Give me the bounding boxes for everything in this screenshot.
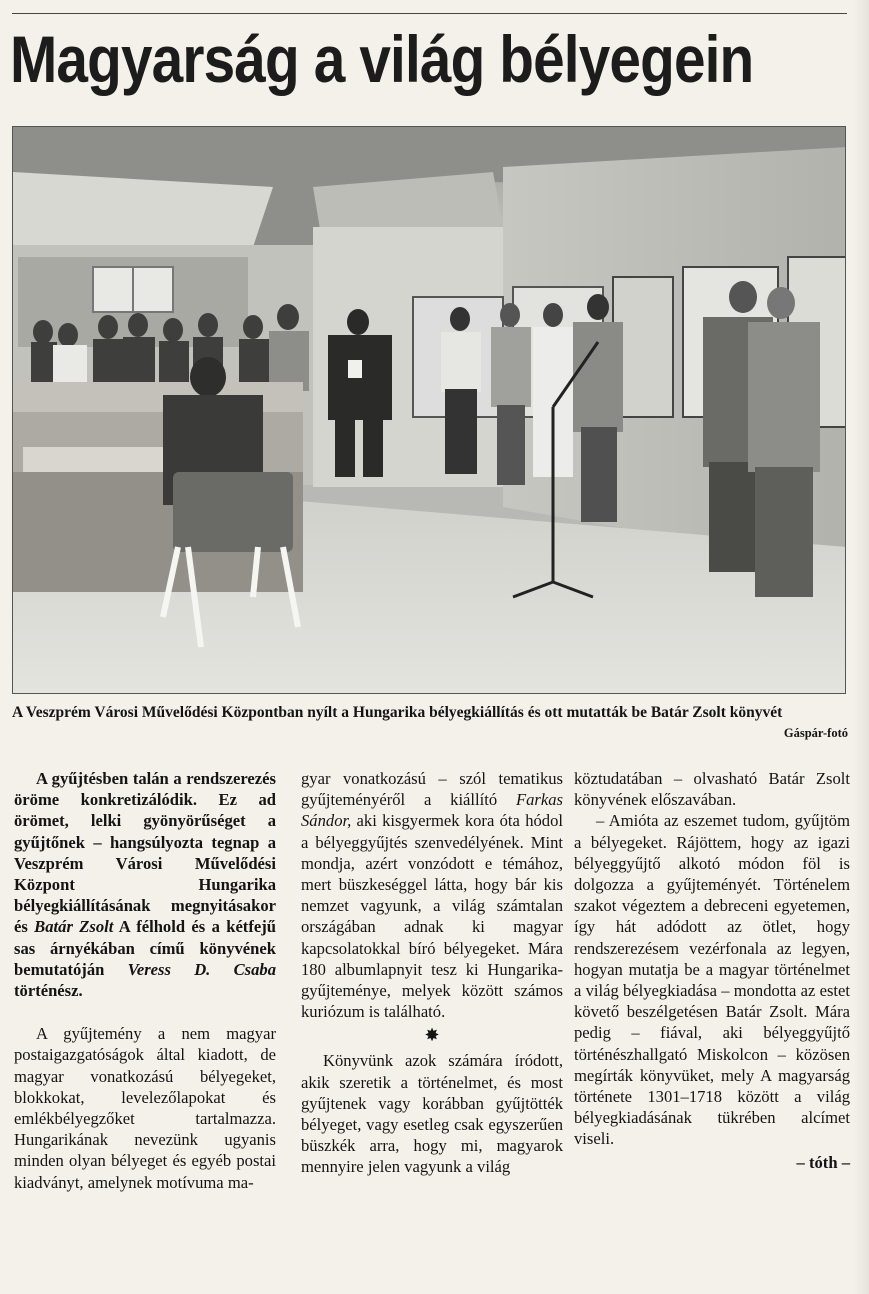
lead-text: A gyűjtésben talán a rendszerezés öröme konkretizálódik. Ez ad örömet, lelki gyönyörűséget a gyűjtőnek – hangsúlyozta tegnap a Veszprém Városi Művelődési Központ Hungarika bélyegkiállításának megnyitásakor és [14, 769, 276, 937]
headline: Magyarság a világ bélyegein [10, 22, 754, 96]
author-name: Batár Zsolt [34, 917, 114, 937]
body-paragraph: – Amióta az eszemet tudom, gyűjtöm a bélyegeket. Rájöttem, hogy az igazi bélyeggyűjtő alkotó módon föl is dolgozza a gyűjteményét. Történelem szakot végeztem a debreceni egyetemen, így hát adódott az ötlet, hogy rendszerezésem vezérfonala az legyen, hogyan mutatja be a magyar történelmet a világ bélyegkiadása – mondotta az estet követő beszélgetésen Batár Zsolt. Mára pedig – fiával, aki bélyeggyűjtő történészhallgató Miskolcon – közösen megírták könyvüket, mely A magyarság története 1301–1718 között a világ bélyegkiadásának tükrében alcímet viseli. [574, 811, 850, 1149]
top-rule [12, 13, 847, 14]
article-column-3 [574, 768, 850, 1173]
lead-text: történész. [14, 981, 83, 1001]
lead-paragraph [14, 768, 276, 1001]
exhibitor-name: Farkas Sándor, [301, 790, 563, 831]
body-paragraph: köztudatában – olvasható Batár Zsolt könyvének előszavában. [574, 769, 850, 810]
paper-edge [853, 0, 869, 1294]
photo-caption: A Veszprém Városi Művelődési Központban nyílt a Hungarika bélyegkiállítás és ott mutatták be Batár Zsolt könyvét [12, 704, 783, 721]
photo-credit: Gáspár-fotó [783, 726, 848, 740]
historian-name: Veress D. Csaba [127, 959, 276, 979]
body-paragraph: A gyűjtemény a nem magyar postaigazgatóságok által kiadott, de magyar vonatkozású bélyegeket, blokkokat, levelezőlapokat és emlékbélyegzőket tartalmazza. Hungarikának nevezünk ugyanis minden olyan bélyeget és egyéb postai kiadványt, amelynek motívuma ma- [14, 1024, 276, 1192]
body-paragraph: Könyvünk azok számára íródott, akik szeretik a történelmet, és most gyűjtenek vagy korábban gyűjtötték bélyeget, vagy esetleg csak egyszerűen büszkék arra, hogy mi, magyarok mennyire jelen vagyunk a világ [301, 1051, 563, 1177]
section-divider-icon: ✸ [424, 1025, 440, 1046]
exhibition-photo [12, 126, 846, 694]
body-text: aki kisgyermek kora óta hódol a bélyeggyűjtés szenvedélyének. Mint mondja, azért vonzódott e témához, mert büszkeséggel látta, hogy bár kis nemzet vagyunk, a világ számtalan országában adnak ki magyar kapcsolatokkal bíró bélyegeket. Mára 180 albumlapnyit tesz ki Hungarika-gyűjteménye, melyek között számos kuriózum is található. [301, 811, 563, 1022]
body-text: gyar vonatkozású – szól tematikus gyűjteményéről a kiállító [301, 769, 563, 810]
article-column-1 [14, 768, 276, 1193]
photo-illustration [13, 127, 846, 694]
article-column-2 [301, 768, 563, 1178]
body-paragraph [301, 768, 563, 1022]
lead-text: A félhold és a kétfejű sas árnyékában című könyvének bemutatóján [14, 917, 276, 979]
author-signoff: – tóth – [796, 1152, 850, 1172]
